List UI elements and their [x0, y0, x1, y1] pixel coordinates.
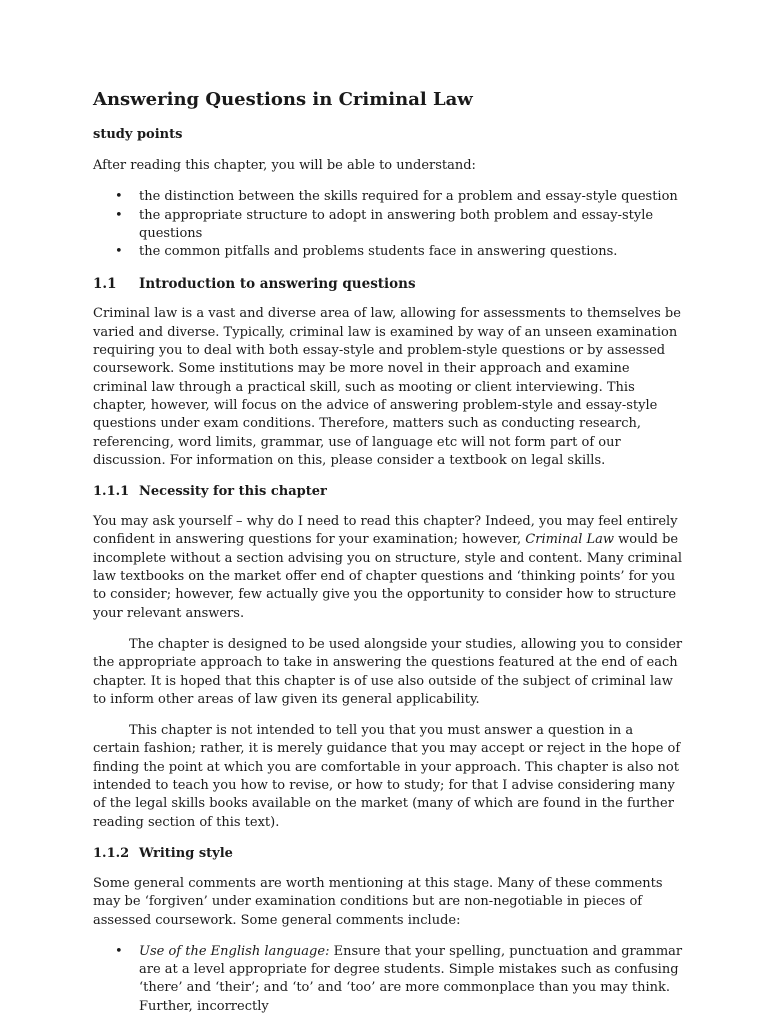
section-number: 1.1 — [93, 276, 117, 293]
subsection-title: Writing style — [139, 845, 233, 861]
section-heading-1-1 — [93, 275, 683, 293]
bullet-icon: • — [115, 943, 123, 959]
objectives-intro: After reading this chapter, you will be able to understand: — [93, 158, 476, 173]
objective-item — [93, 188, 683, 206]
item-label-italic: Use of the English language: — [139, 943, 330, 959]
bullet-icon: • — [115, 189, 123, 205]
section-title: Introduction to answering questions — [139, 276, 416, 293]
bullet-icon: • — [115, 244, 123, 260]
objective-text: the common pitfalls and problems students face in answering questions. — [139, 244, 618, 260]
writing-style-item — [93, 943, 683, 1016]
necessity-paragraph-2: The chapter is designed to be used alongside your studies, allowing you to consider the appropriate approach to take in answering the questions featured at the end of each chapter. It is hoped that this chapter is of use also outside of the subject of criminal law to inform other areas of law given its general applicability. — [93, 636, 683, 707]
document-title: Answering Questions in Criminal Law — [93, 89, 473, 110]
objective-text: the appropriate structure to adopt in answering both problem and essay-style questions — [139, 207, 654, 241]
necessity-paragraph-3: This chapter is not intended to tell you that you must answer a question in a certain fashion; rather, it is merely guidance that you may accept or reject in the hope of finding the point at which you are comfortable in your approach. This chapter is also not intended to teach you how to revise, or how to study; for that I advise considering many of the legal skills books available on the market (many of which are found in the further reading section of this text). — [93, 723, 681, 830]
document-content — [93, 88, 683, 1024]
item-text: Ensure that your spelling, punctuation and grammar are at a level appropriate for degree students. Simple mistakes such as confusing ‘there’ and ‘their’; and ‘to’ and ‘too’ are more commonplace than you may think. Further, incorrectly — [139, 943, 683, 1014]
necessity-text-before: You may ask yourself – why do I need to read this chapter? Indeed, you may feel entirely confident in answering questions for your examination; however, — [93, 514, 678, 548]
intro-paragraph: Criminal law is a vast and diverse area of law, allowing for assessments to themselves be varied and diverse. Typically, criminal law is examined by way of an unseen examination requiring you to deal with both essay-style and problem-style questions or by assessed coursework. Some institutions may be more novel in their approach and examine criminal law through a practical skill, such as mooting or client interviewing. This chapter, however, will focus on the advice of answering problem-style and essay-style questions under exam conditions. Therefore, matters such as conducting research, referencing, word limits, grammar, use of language etc will not form part of our discussion. For information on this, please consider a textbook on legal skills. — [93, 306, 681, 468]
bullet-icon: • — [115, 207, 123, 223]
writing-style-list — [93, 943, 683, 1016]
objective-text: the distinction between the skills required for a problem and essay-style question — [139, 189, 678, 205]
writing-style-paragraph: Some general comments are worth mentioning at this stage. Many of these comments may be ‘forgiven’ under examination conditions but are non-negotiable in pieces of assessed coursework. Some general comments include: — [93, 875, 663, 928]
objective-item — [93, 207, 683, 244]
subsection-number: 1.1.1 — [93, 484, 130, 500]
necessity-paragraph-1 — [93, 513, 683, 623]
book-title-italic: Criminal Law — [525, 532, 615, 548]
objectives-list — [93, 188, 683, 261]
necessity-text-after: would be incomplete without a section advising you on structure, style and content. Many criminal law textbooks on the market offer end of chapter questions and ‘thinking points’ for you to consider; however, few actually give you the opportunity to consider how to structure your relevant answers. — [93, 532, 683, 621]
subsection-number: 1.1.2 — [93, 845, 130, 861]
subsection-title: Necessity for this chapter — [139, 484, 327, 500]
subsection-heading-1-1-2 — [93, 845, 683, 863]
subsection-heading-1-1-1 — [93, 483, 683, 501]
objective-item — [93, 243, 683, 261]
study-points-label: study points — [93, 127, 183, 142]
